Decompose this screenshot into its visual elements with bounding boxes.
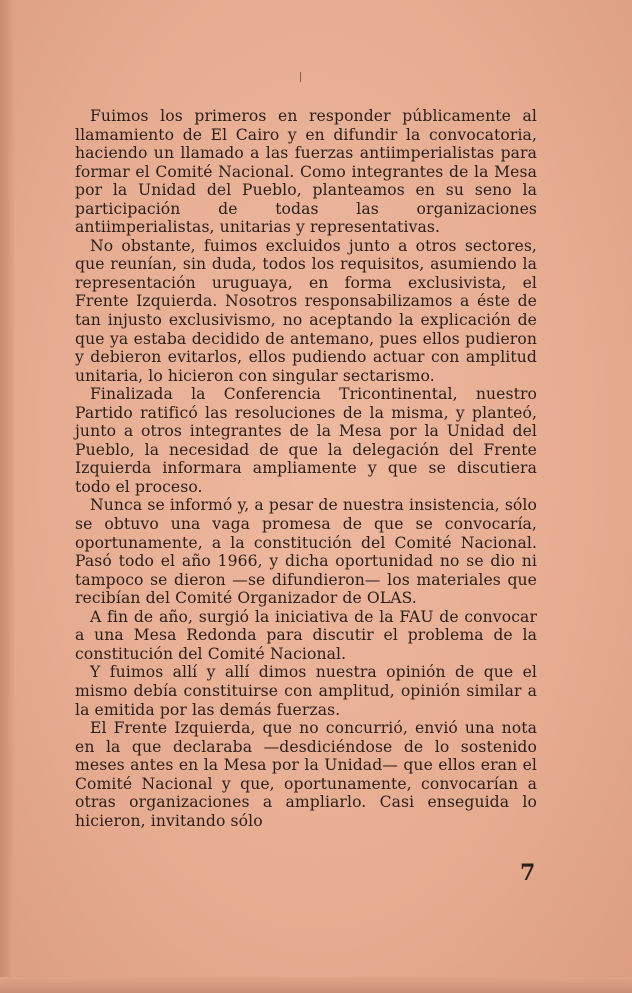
paragraph: Finalizada la Conferencia Tricontinental, nuestro Partido ratificó las resoluciones de la misma, y planteó, junto a otros integrantes de la Mesa por la Unidad del Pueblo, la necesidad de que la delegación del Frente Izquierda informara ampliamente y que se discutiera todo el proceso.: [75, 385, 537, 496]
paragraph: Fuimos los primeros en responder públicamente al llamamiento de El Cairo y en difundir la convocatoria, haciendo un llamado a las fuerzas antiimperialistas para formar el Comité Nacional. Como integrantes de la Mesa por la Unidad del Pueblo, planteamos en su seno la participación de todas las organizaciones antiimperialistas, unitarias y representativas.: [75, 107, 537, 237]
body-text: [75, 107, 537, 830]
paragraph: No obstante, fuimos excluidos junto a otros sectores, que reunían, sin duda, todos los requisitos, asumiendo la representación uruguaya, en forma exclusivista, el Frente Izquierda. Nosotros responsabilizamos a éste de tan injusto exclusivismo, no aceptando la explicación de que ya estaba decidido de antemano, pues ellos pudieron y debieron evitarlos, ellos pudiendo actuar con amplitud unitaria, lo hicieron con singular sectarismo.: [75, 236, 537, 385]
paragraph: El Frente Izquierda, que no concurrió, envió una nota en la que declaraba —desdiciéndose de lo sostenido meses antes en la Mesa por la Unidad— que ellos eran el Comité Nacional y que, oportunamente, convocarían a otras organizaciones a ampliarlo. Casi enseguida lo hicieron, invitando sólo: [75, 719, 537, 830]
paragraph: Nunca se informó y, a pesar de nuestra insistencia, sólo se obtuvo una vaga promesa de que se convocaría, oportunamente, a la constitución del Comité Nacional. Pasó todo el año 1966, y dicha oportunidad no se dio ni tampoco se dieron —se difundieron— los materiales que recibían del Comité Organizador de OLAS.: [75, 496, 537, 608]
page-left-edge: [0, 0, 14, 993]
page-number: 7: [520, 860, 536, 886]
page-bottom-edge: [0, 977, 632, 993]
paragraph: A fin de año, surgió la iniciativa de la FAU de convocar a una Mesa Redonda para discutir el problema de la constitución del Comité Nacional.: [75, 607, 537, 663]
paragraph: Y fuimos allí y allí dimos nuestra opinión de que el mismo debía constituirse con amplitud, opinión similar a la emitida por las demás fuerzas.: [75, 663, 537, 719]
ink-mark: [300, 72, 301, 82]
